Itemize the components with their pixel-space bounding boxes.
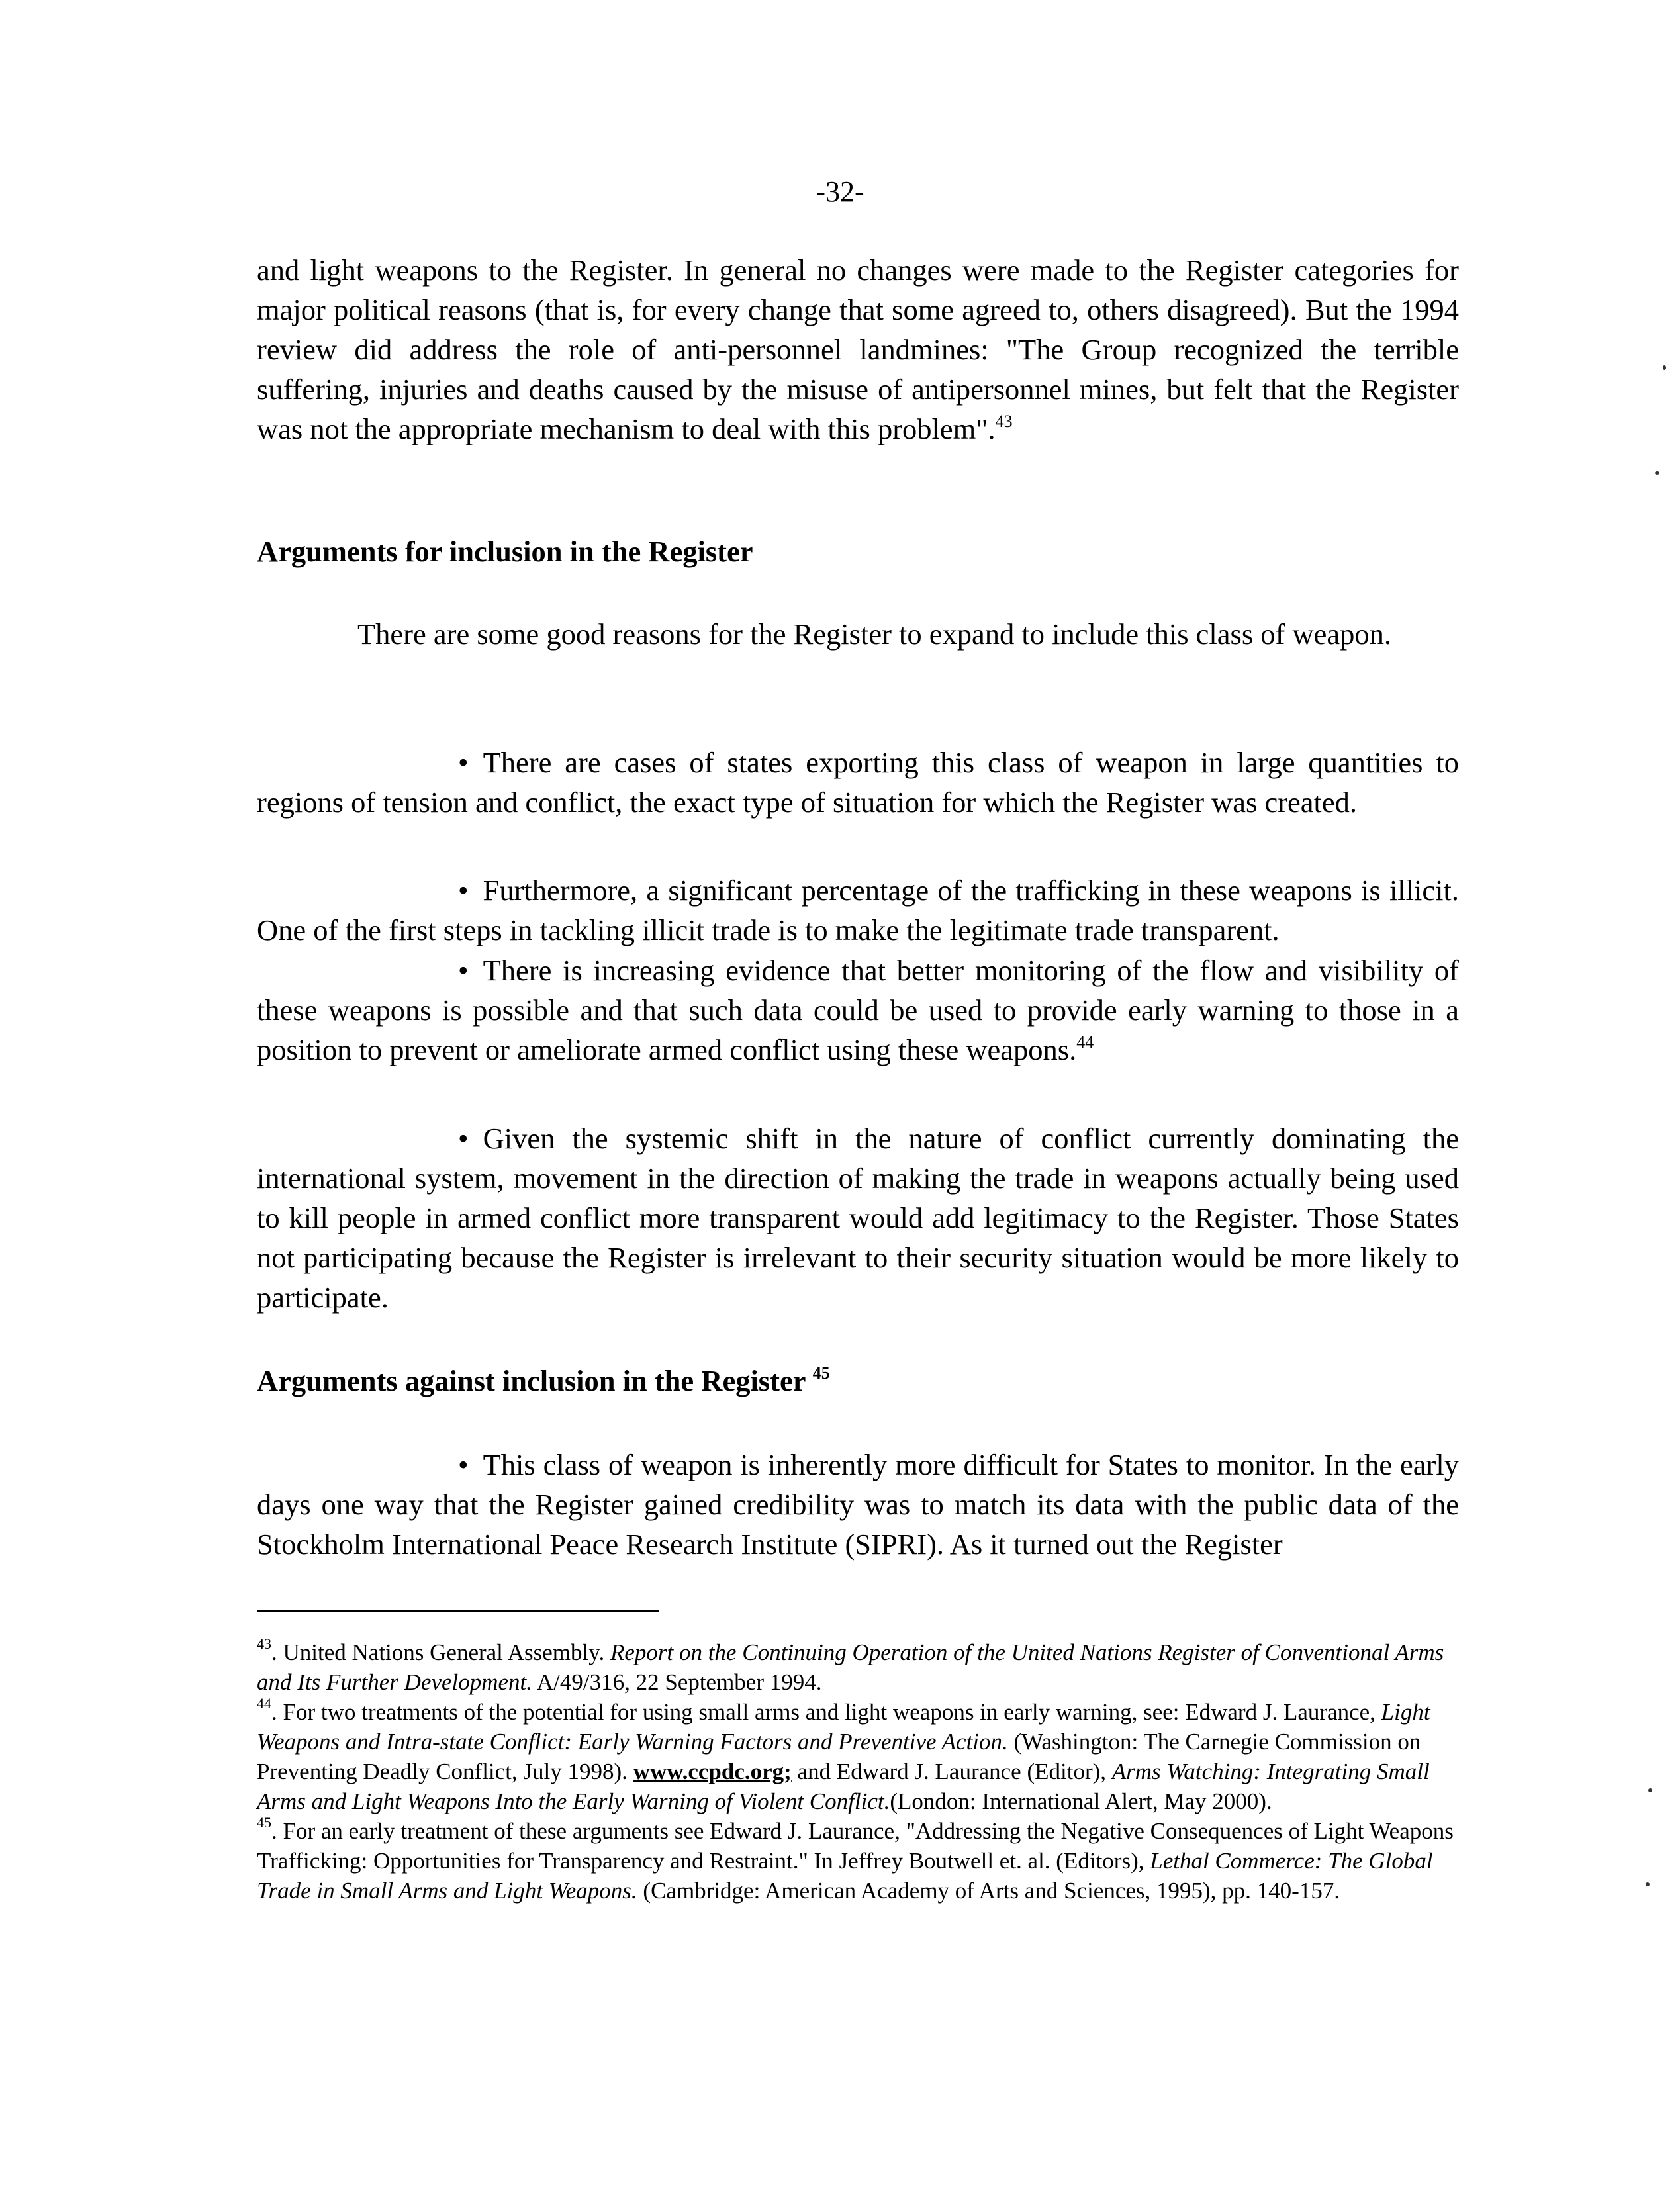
bullet-text: Given the systemic shift in the nature of conflict currently dominating the international system, movement in the direction of making the trade in weapons actually being used to kill people in armed conflict more transparent would add legitimacy to the Register. Those States not participating because the Register is irrelevant to their security situation would be more likely to participate. <box>257 1122 1459 1314</box>
bullet-icon: • <box>458 1448 469 1481</box>
scan-speck <box>1655 471 1659 475</box>
footnote-45 <box>257 1816 1459 1906</box>
heading-against-text: Arguments against inclusion in the Register <box>257 1364 806 1397</box>
footnote-text: . For an early treatment of these arguments see Edward J. Laurance, "Addressing the Negative Consequences of Light Weapons Trafficking: Opportunities for Transparency and Restraint." In Jeffrey Boutwell et. al. (Editors), <box>257 1818 1454 1874</box>
footnote-title: Arms Watching: Integrating Small Arms and Light Weapons Into the Early Warning of Violent Conflict. <box>257 1759 1430 1814</box>
heading-arguments-against <box>257 1361 1459 1401</box>
footnote-title: Lethal Commerce: The Global Trade in Small Arms and Light Weapons. <box>257 1848 1433 1904</box>
bullet-item-for-3 <box>257 950 1459 1070</box>
scan-speck <box>1648 1788 1652 1792</box>
bullet-text: Furthermore, a significant percentage of the trafficking in these weapons is illicit. One of the first steps in tackling illicit trade is to make the legitimate trade transparent. <box>257 874 1459 946</box>
bullet-item-against-1 <box>257 1445 1459 1564</box>
footnote-text: . For two treatments of the potential for using small arms and light weapons in early warning, see: Edward J. Laurance, <box>271 1699 1381 1725</box>
footnote-ref-43[interactable]: 43 <box>995 412 1013 432</box>
footnote-text: (Cambridge: American Academy of Arts and Sciences, 1995), pp. 140-157. <box>637 1878 1340 1904</box>
bullet-text: This class of weapon is inherently more difficult for States to monitor. In the early days one way that the Register gained credibility was to match its data with the public data of the Stockholm International Peace Research Institute (SIPRI). As it turned out the Register <box>257 1448 1459 1561</box>
bullet-item-for-2 <box>257 870 1459 950</box>
footnote-ref-45[interactable]: 45 <box>812 1363 830 1383</box>
footnote-title: Report on the Continuing Operation of the United Nations Register of Conventional Arms and Its Further Development. <box>257 1639 1444 1695</box>
arguments-for-intro: There are some good reasons for the Register to expand to include this class of weapon. <box>357 618 1391 651</box>
footnote-44 <box>257 1697 1459 1816</box>
bullet-icon: • <box>458 954 469 987</box>
heading-arguments-for: Arguments for inclusion in the Register <box>257 535 753 568</box>
footnote-separator <box>257 1610 659 1612</box>
bullet-item-for-1 <box>257 743 1459 822</box>
footnote-text: and Edward J. Laurance (Editor), <box>791 1759 1112 1784</box>
bullet-icon: • <box>458 746 469 779</box>
footnote-title: Light Weapons and Intra-state Conflict: Early Warning Factors and Preventive Action. <box>257 1699 1430 1755</box>
footnote-number: 43 <box>257 1635 271 1653</box>
intro-paragraph <box>257 250 1459 449</box>
bullet-icon: • <box>458 874 469 907</box>
page-number: -32- <box>816 175 864 208</box>
scan-speck <box>1646 1882 1650 1886</box>
scan-speck <box>1663 365 1666 370</box>
footnote-text: (Washington: The Carnegie Commission on Preventing Deadly Conflict, July 1998). <box>257 1729 1421 1784</box>
footnote-link[interactable]: www.ccpdc.org; <box>633 1759 792 1784</box>
bullet-text: There is increasing evidence that better monitoring of the flow and visibility of these weapons is possible and that such data could be used to provide early warning to those in a position to prevent or ameliorate armed conflict using these weapons. <box>257 954 1459 1066</box>
bullet-item-for-4 <box>257 1119 1459 1317</box>
footnote-number: 45 <box>257 1814 271 1831</box>
bullet-icon: • <box>458 1122 469 1155</box>
footnote-text: A/49/316, 22 September 1994. <box>532 1669 822 1695</box>
footnote-text: (London: International Alert, May 2000). <box>890 1788 1272 1814</box>
footnote-ref-44[interactable]: 44 <box>1076 1033 1094 1052</box>
footnotes-section <box>257 1637 1459 1906</box>
bullet-text: There are cases of states exporting this class of weapon in large quantities to regions of tension and conflict, the exact type of situation for which the Register was created. <box>257 746 1459 819</box>
footnote-text: . United Nations General Assembly. <box>271 1639 610 1665</box>
footnote-number: 44 <box>257 1695 271 1712</box>
footnote-43 <box>257 1637 1459 1697</box>
intro-paragraph-text: and light weapons to the Register. In general no changes were made to the Register categories for major political reasons (that is, for every change that some agreed to, others disagreed). But the 1994 review did address the role of anti-personnel landmines: "The Group recognized the terrible suffering, injuries and deaths caused by the misuse of antipersonnel mines, but felt that the Register was not the appropriate mechanism to deal with this problem". <box>257 253 1459 445</box>
